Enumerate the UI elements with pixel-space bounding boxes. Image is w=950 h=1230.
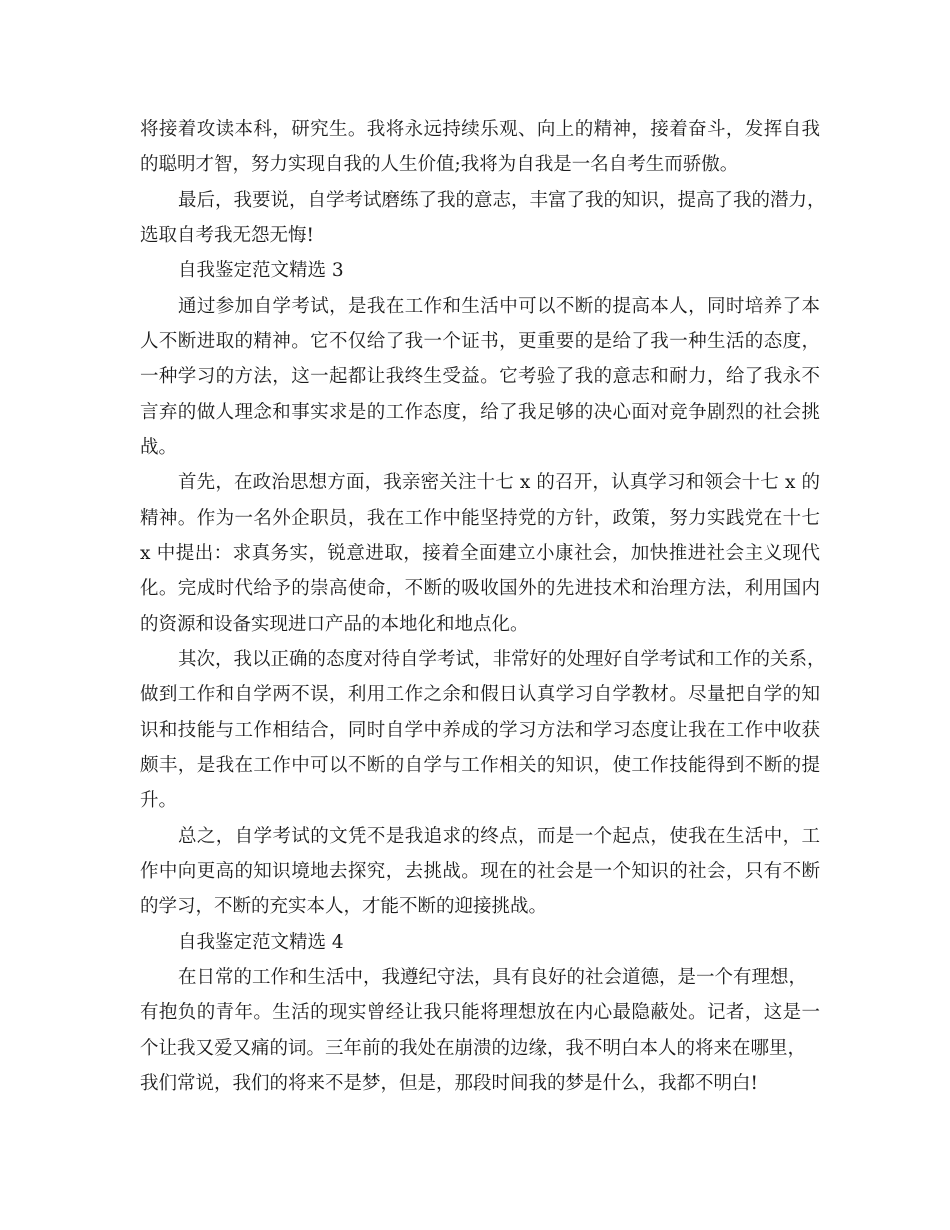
paragraph-line: 通过参加自学考试，是我在工作和生活中可以不断的提高本人，同时培养了本 bbox=[178, 296, 820, 317]
paragraph-line: 一种学习的方法，这一起都让我终生受益。它考验了我的意志和耐力，给了我永不 bbox=[140, 366, 820, 387]
paragraph-line: 选取自考我无怨无悔! bbox=[140, 225, 314, 246]
paragraph-line: 的聪明才智，努力实现自我的人生价值;我将为自我是一名自考生而骄傲。 bbox=[140, 154, 739, 175]
paragraph-line: 升。 bbox=[140, 790, 178, 811]
paragraph-line: 我们常说，我们的将来不是梦，但是，那段时间我的梦是什么，我都不明白! bbox=[140, 1073, 758, 1094]
paragraph-line: 人不断进取的精神。它不仅给了我一个证书，更重要的是给了我一种生活的态度， bbox=[140, 331, 820, 352]
paragraph-line: 最后，我要说，自学考试磨练了我的意志，丰富了我的知识，提高了我的潜力， bbox=[178, 190, 826, 211]
paragraph-line: 言弃的做人理念和事实求是的工作态度，给了我足够的决心面对竞争剧烈的社会挑 bbox=[140, 402, 820, 423]
paragraph-line: 首先，在政治思想方面，我亲密关注十七 x 的召开，认真学习和领会十七 x 的 bbox=[178, 472, 820, 493]
paragraph-line: 做到工作和自学两不误，利用工作之余和假日认真学习自学教材。尽量把自学的知 bbox=[140, 684, 820, 705]
paragraph-line: x 中提出：求真务实，锐意进取，接着全面建立小康社会，加快推进社会主义现代 bbox=[140, 543, 820, 564]
section-heading: 自我鉴定范文精选 3 bbox=[178, 260, 344, 281]
paragraph-line: 在日常的工作和生活中，我遵纪守法，具有良好的社会道德，是一个有理想， bbox=[178, 967, 808, 988]
paragraph-line: 的学习，不断的充实本人，才能不断的迎接挑战。 bbox=[140, 896, 548, 917]
paragraph-line: 化。完成时代给予的崇高使命，不断的吸收国外的先进技术和治理方法，利用国内 bbox=[140, 578, 820, 599]
paragraph-line: 作中向更高的知识境地去探究，去挑战。现在的社会是一个知识的社会，只有不断 bbox=[140, 861, 820, 882]
paragraph-line: 颇丰，是我在工作中可以不断的自学与工作相关的知识，使工作技能得到不断的提 bbox=[140, 755, 820, 776]
paragraph-line: 的资源和设备实现进口产品的本地化和地点化。 bbox=[140, 614, 529, 635]
paragraph-line: 其次，我以正确的态度对待自学考试，非常好的处理好自学考试和工作的关系， bbox=[178, 649, 826, 670]
paragraph-line: 有抱负的青年。生活的现实曾经让我只能将理想放在内心最隐蔽处。记者，这是一 bbox=[140, 1002, 820, 1023]
paragraph-line: 战。 bbox=[140, 437, 178, 458]
paragraph-line: 识和技能与工作相结合，同时自学中养成的学习方法和学习态度让我在工作中收获 bbox=[140, 720, 820, 741]
paragraph-line: 个让我又爱又痛的词。三年前的我处在崩溃的边缘，我不明白本人的将来在哪里， bbox=[140, 1038, 807, 1059]
section-heading: 自我鉴定范文精选 4 bbox=[178, 932, 344, 953]
paragraph-line: 总之，自学考试的文凭不是我追求的终点，而是一个起点，使我在生活中，工 bbox=[178, 826, 820, 847]
paragraph-line: 将接着攻读本科，研究生。我将永远持续乐观、向上的精神，接着奋斗，发挥自我 bbox=[140, 119, 820, 140]
paragraph-line: 精神。作为一名外企职员，我在工作中能坚持党的方针，政策，努力实践党在十七 bbox=[140, 508, 820, 529]
